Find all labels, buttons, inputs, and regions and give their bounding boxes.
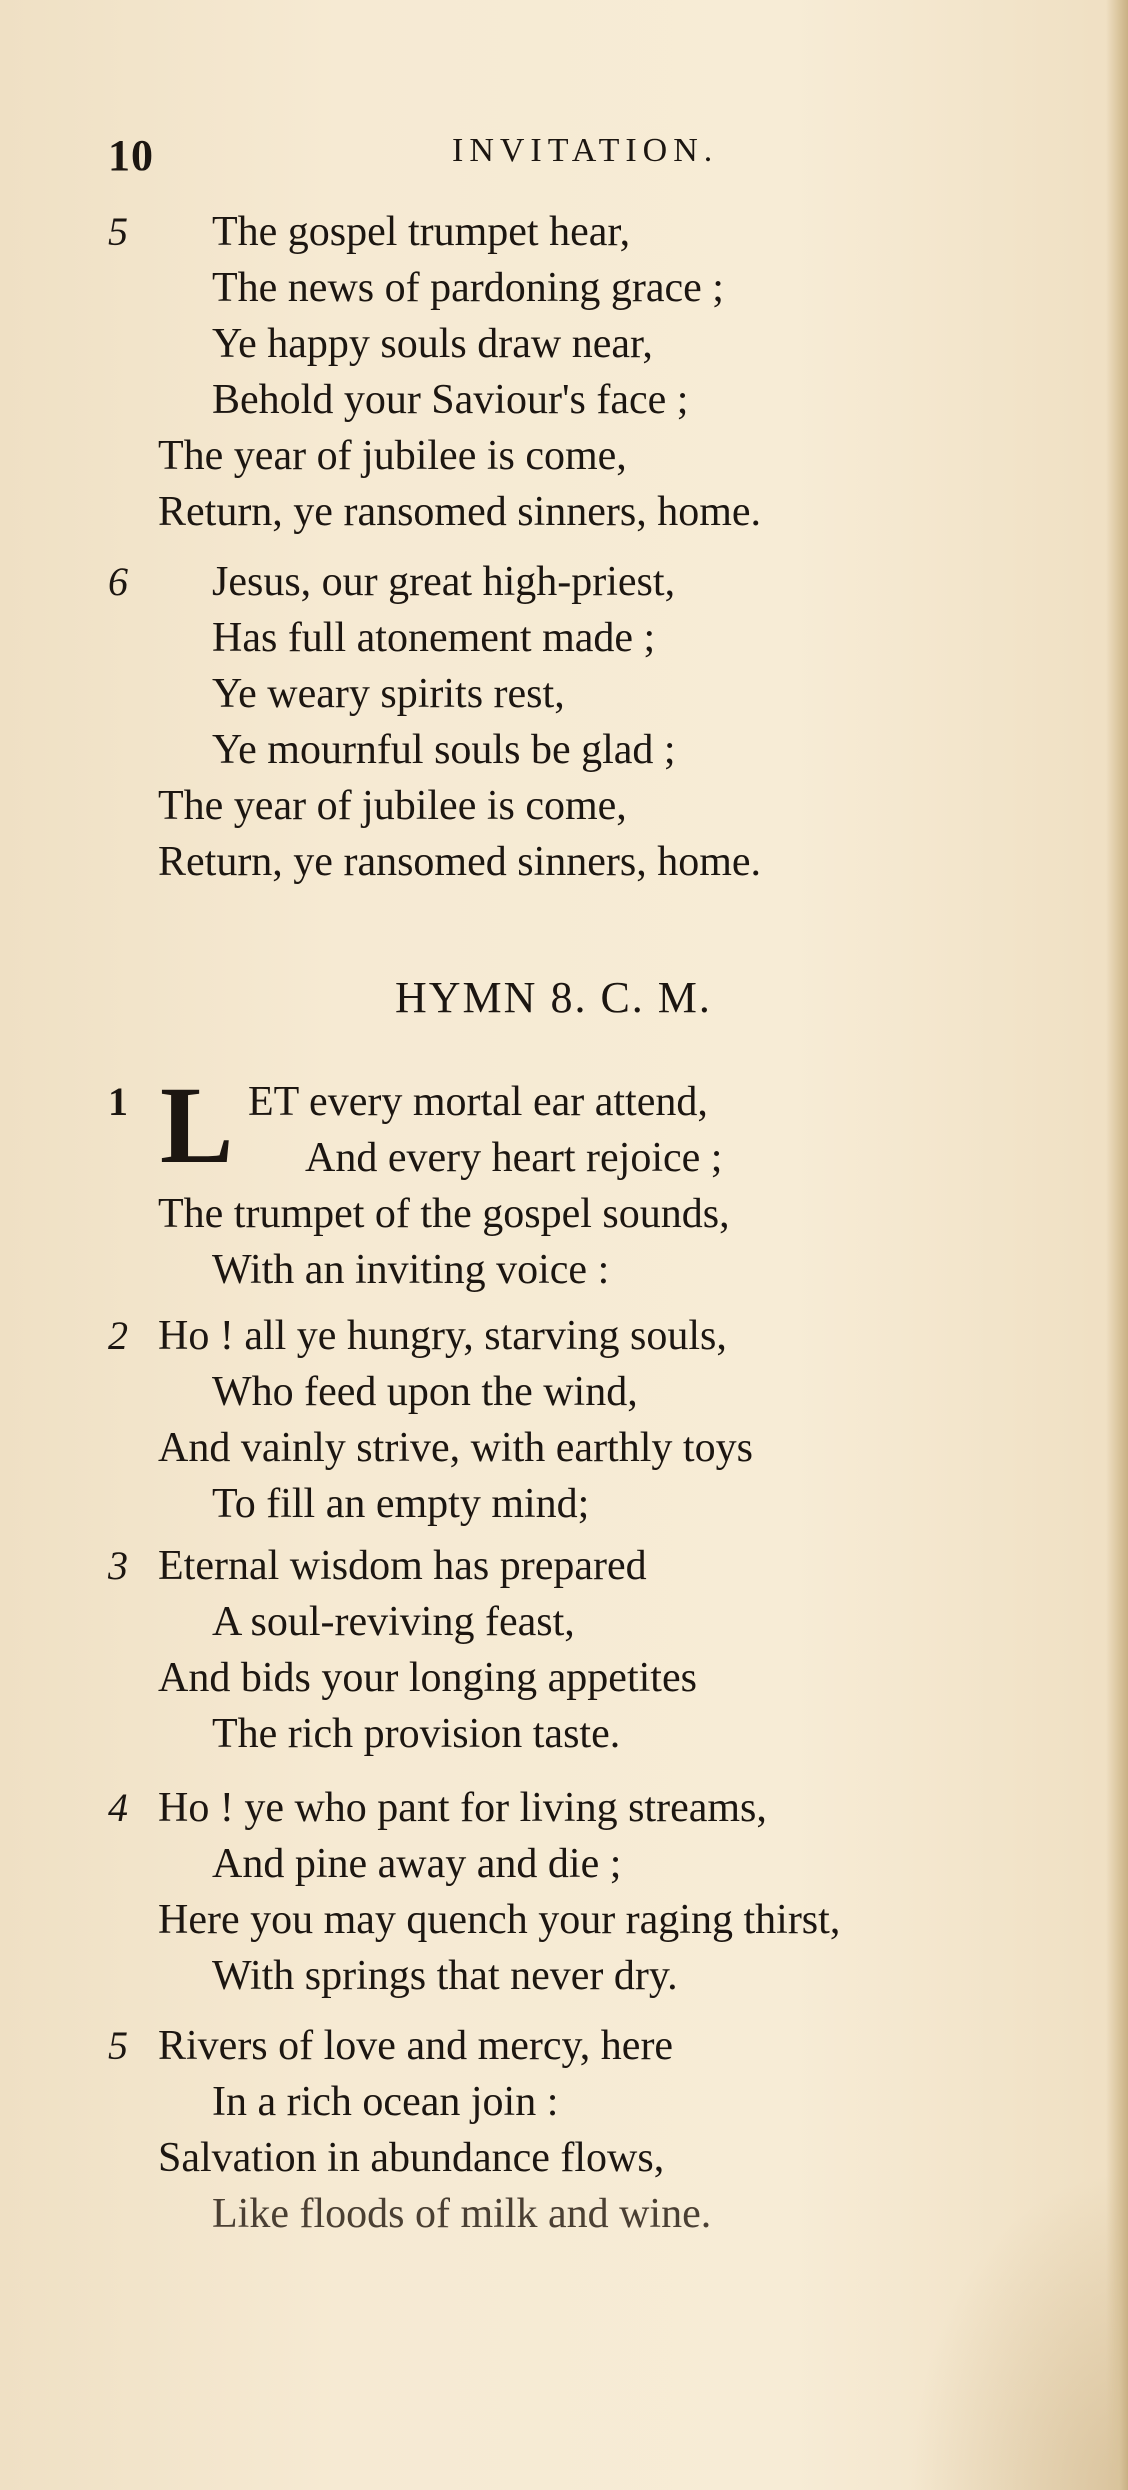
verse-line: The gospel trumpet hear, [212, 209, 631, 255]
verse-number: 2 [108, 1313, 128, 1358]
verse-line: Behold your Saviour's face ; [212, 377, 689, 423]
drop-cap: L [160, 1064, 234, 1186]
refrain-line: The year of jubilee is come, [158, 433, 627, 479]
paper-stain [908, 2170, 1128, 2490]
page-number: 10 [108, 131, 154, 180]
page-edge [1106, 0, 1128, 2490]
verse-line: Jesus, our great high-priest, [212, 559, 676, 605]
verse-line: And every heart rejoice ; [305, 1135, 723, 1181]
verse-line: The news of pardoning grace ; [212, 265, 724, 311]
verse-line: Ho ! all ye hungry, starving souls, [158, 1313, 727, 1359]
verse-line: ET every mortal ear attend, [248, 1079, 708, 1125]
verse-number: 5 [108, 2023, 128, 2068]
verse-line: Here you may quench your raging thirst, [158, 1897, 841, 1943]
verse-line: Like floods of milk and wine. [212, 2191, 712, 2237]
verse-line: In a rich ocean join : [212, 2079, 559, 2125]
running-title: INVITATION. [452, 132, 719, 169]
refrain-line: Return, ye ransomed sinners, home. [158, 489, 762, 535]
verse-line: And vainly strive, with earthly toys [158, 1425, 753, 1471]
verse-line: Ye happy souls draw near, [212, 321, 653, 367]
verse-number: 5 [108, 209, 128, 254]
refrain-line: Return, ye ransomed sinners, home. [158, 839, 762, 885]
verse-line: Ho ! ye who pant for living streams, [158, 1785, 767, 1831]
verse-line: Rivers of love and mercy, here [158, 2023, 674, 2069]
verse-line: The rich provision taste. [212, 1711, 621, 1757]
verse-line: With an inviting voice : [212, 1247, 610, 1293]
verse-line: Eternal wisdom has prepared [158, 1543, 647, 1589]
verse-line: And bids your longing appetites [158, 1655, 697, 1701]
verse-line: To fill an empty mind; [212, 1481, 590, 1527]
verse-line: Ye mournful souls be glad ; [212, 727, 676, 773]
refrain-line: The year of jubilee is come, [158, 783, 627, 829]
hymn-title: HYMN 8. C. M. [395, 973, 712, 1022]
verse-line: Who feed upon the wind, [212, 1369, 638, 1415]
verse-number: 6 [108, 559, 128, 604]
verse-line: Ye weary spirits rest, [212, 671, 565, 717]
verse-line: Salvation in abundance flows, [158, 2135, 665, 2181]
verse-number: 3 [108, 1543, 128, 1588]
verse-line: The trumpet of the gospel sounds, [158, 1191, 730, 1237]
verse-number: 1 [108, 1079, 128, 1124]
verse-line: A soul-reviving feast, [212, 1599, 575, 1645]
verse-line: Has full atonement made ; [212, 615, 656, 661]
verse-number: 4 [108, 1785, 128, 1830]
verse-line: With springs that never dry. [212, 1953, 678, 1999]
verse-line: And pine away and die ; [212, 1841, 622, 1887]
